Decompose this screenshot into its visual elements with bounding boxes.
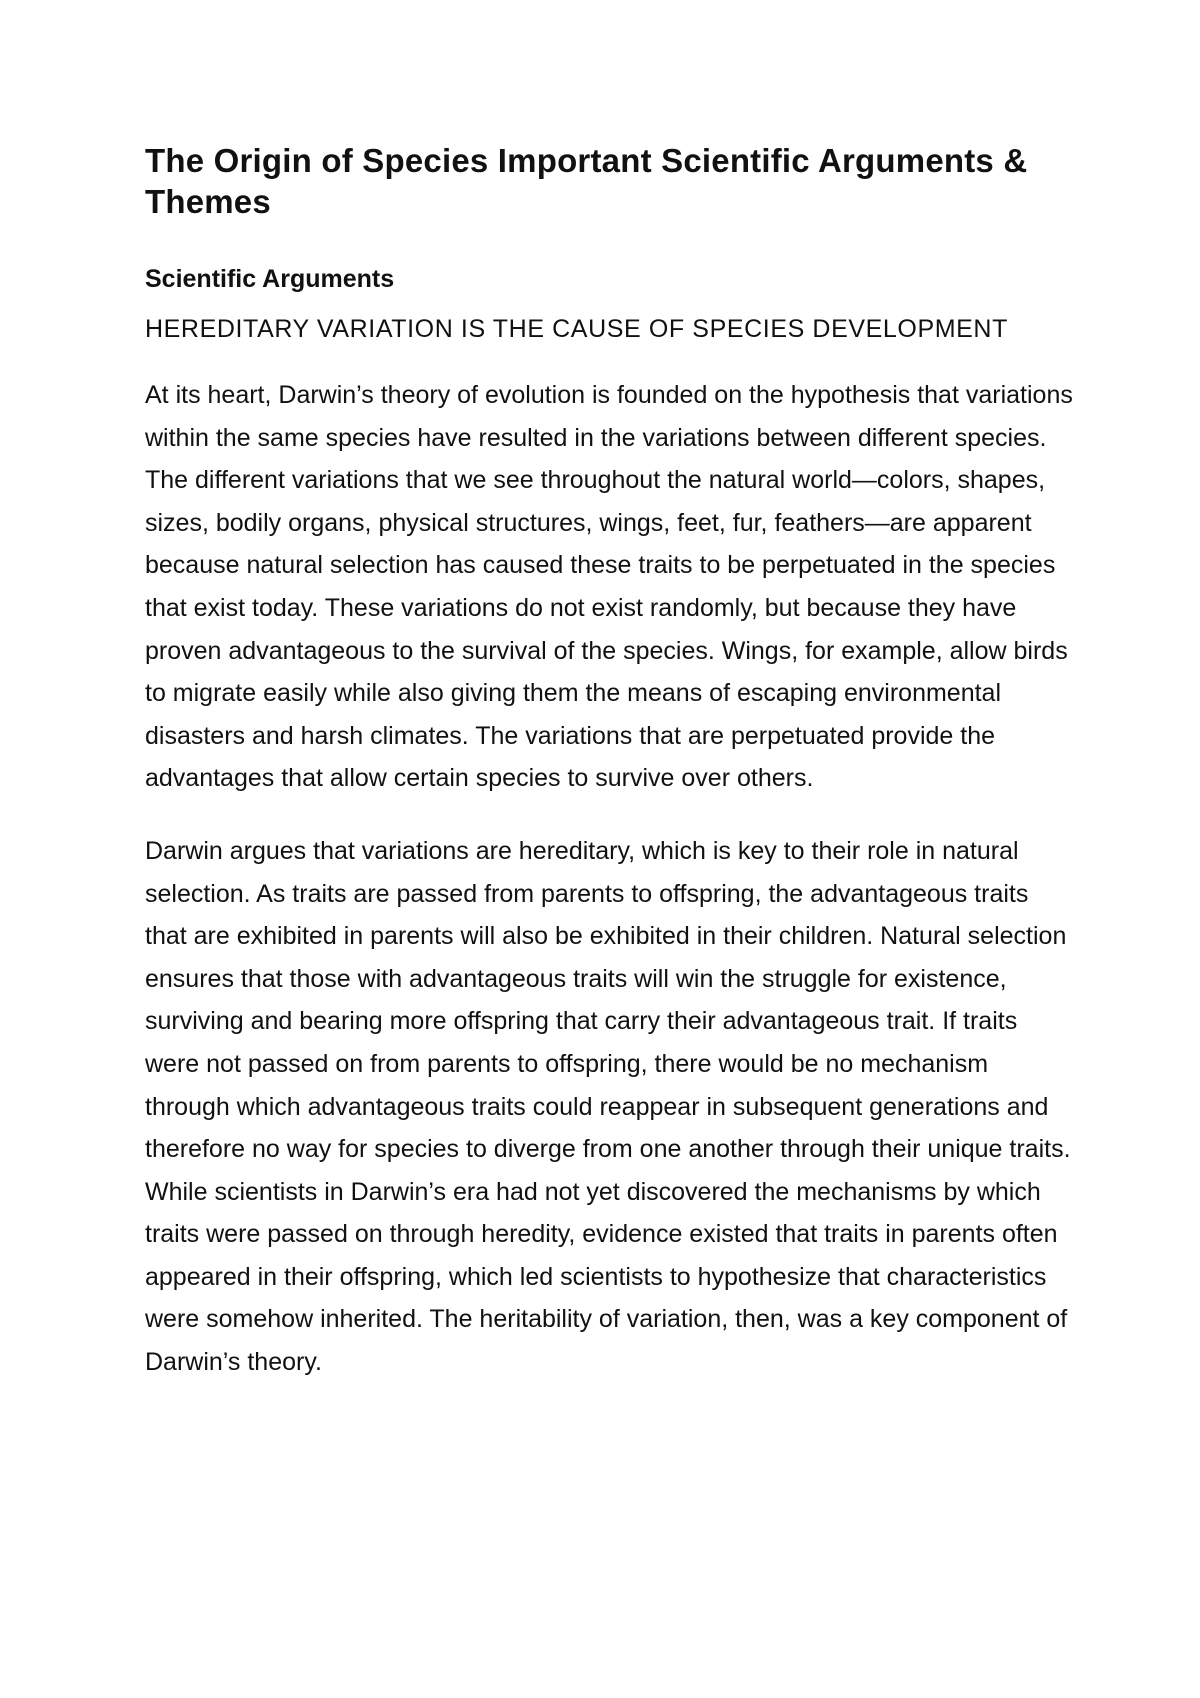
paragraph-2: Darwin argues that variations are hereditary, which is key to their role in natural selection. As traits are passed from parents to offspring, the advantageous traits that are exhibited in parents will also be exhibited in their children. Natural selection ensures that those with advantageous traits will win the struggle for existence, surviving and bearing more offspring that carry their advantageous trait. If traits were not passed on from parents to offspring, there would be no mechanism through which advantageous traits could reappear in subsequent generations and therefore no way for species to diverge from one another through their unique traits. While scientists in Darwin’s era had not yet discovered the mechanisms by which traits were passed on through heredity, evidence existed that traits in parents often appeared in their offspring, which led scientists to hypothesize that characteristics were somehow inherited. The heritability of variation, then, was a key component of Darwin’s theory.: [145, 836, 1071, 1377]
document-content: [145, 140, 1075, 1414]
paragraph-1: At its heart, Darwin’s theory of evolution is founded on the hypothesis that variations within the same species have resulted in the variations between different species. The different variations that we see throughout the natural world—colors, shapes, sizes, bodily organs, physical structures, wings, feet, fur, feathers—are apparent because natural selection has caused these traits to be perpetuated in the species that exist today. These variations do not exist randomly, but because they have proven advantageous to the survival of the species. Wings, for example, allow birds to migrate easily while also giving them the means of escaping environmental disasters and harsh climates. The variations that are perpetuated provide the advantages that allow certain species to survive over others.: [145, 381, 1073, 793]
section-heading: Scientific Arguments: [145, 265, 395, 293]
document-title: The Origin of Species Important Scientific Arguments & Themes: [145, 142, 1028, 220]
subsection-heading: HEREDITARY VARIATION IS THE CAUSE OF SPECIES DEVELOPMENT: [145, 315, 1008, 343]
